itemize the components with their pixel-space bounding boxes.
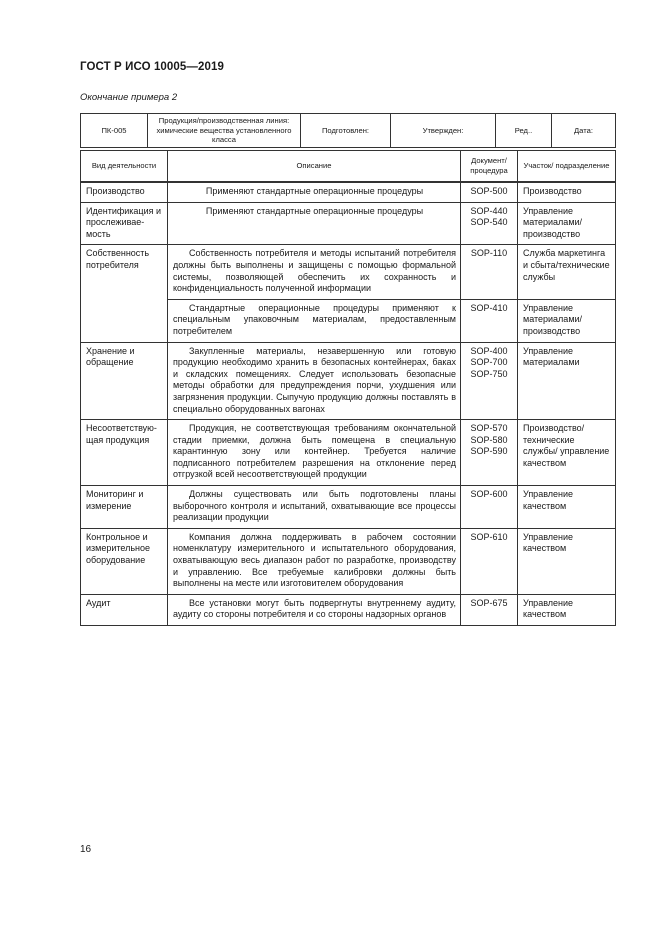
row-department: Управление материалами/ производство [518, 299, 616, 342]
table-row [81, 202, 616, 245]
table-row [81, 594, 616, 625]
row-department: Служба маркетинга и сбыта/технические службы [518, 245, 616, 299]
form-product-line: Продукция/производственная линия: химические вещества установленного класса [148, 114, 301, 148]
row-description: Стандартные операционные процедуры применяют к специальным упаковочным материалам, предоставленным потребителем [168, 299, 461, 342]
table-row [81, 182, 616, 202]
table-caption: Окончание примера 2 [80, 92, 178, 103]
row-description: Должны существовать или быть подготовлены планы выборочного контроля и испытаний, охватывающие все процессы реализации продукции [168, 486, 461, 529]
row-document: SOP-500 [461, 182, 518, 202]
row-activity: Производство [81, 182, 168, 202]
quality-plan-table [80, 150, 616, 626]
row-document: SOP-410 [461, 299, 518, 342]
form-approved: Утвержден: [391, 114, 496, 148]
row-description: Продукция, не соответствующая требованиям окончательной стадии приемки, должна быть помещена в специальную карантинную зону или контейнер. Требуется наличие подписанного потребителем разрешения на отклонение перед отгрузкой всей несоответствующей продукции [168, 420, 461, 486]
table-row [81, 486, 616, 529]
header-document: Документ/ процедура [461, 151, 518, 183]
row-department: Производство/ технические службы/ управление качеством [518, 420, 616, 486]
table-row [81, 245, 616, 299]
table-row [81, 342, 616, 420]
row-description: Применяют стандартные операционные процедуры [168, 182, 461, 202]
row-activity: Контрольное и измерительное оборудование [81, 528, 168, 594]
header-activity: Вид деятельности [81, 151, 168, 183]
page-number: 16 [80, 844, 92, 855]
form-date: Дата: [552, 114, 616, 148]
table-row [81, 420, 616, 486]
row-activity: Собственность потребителя [81, 245, 168, 342]
row-document: SOP-600 [461, 486, 518, 529]
row-activity: Несоответствую-щая продукция [81, 420, 168, 486]
row-description: Применяют стандартные операционные процедуры [168, 202, 461, 245]
row-description: Все установки могут быть подвергнуты внутреннему аудиту, аудиту со стороны потребителя и со стороны надзорных органов [168, 594, 461, 625]
form-edition: Ред.. [496, 114, 552, 148]
row-description: Собственность потребителя и методы испытаний потребителя должны быть выполнены и защищены с помощью формальной системы, позволяющей обеспечить их сохранность и конфиденциальность полученной информации [168, 245, 461, 299]
row-department: Производство [518, 182, 616, 202]
row-activity: Идентификация и прослеживае-мость [81, 202, 168, 245]
form-code: ПК-005 [81, 114, 148, 148]
form-prepared: Подготовлен: [301, 114, 391, 148]
row-document: SOP-400 SOP-700 SOP-750 [461, 342, 518, 420]
row-activity: Аудит [81, 594, 168, 625]
header-department: Участок/ подразделение [518, 151, 616, 183]
row-document: SOP-610 [461, 528, 518, 594]
table-header-row [81, 151, 616, 183]
header-description: Описание [168, 151, 461, 183]
row-description: Компания должна поддерживать в рабочем состоянии номенклатуру измерительного и испытательного оборудования, охватывающую весь диапазон работ по разработке, производству и управлению. Все требуемые калибровки должны быть выполнены на месте или изготовителем оборудования [168, 528, 461, 594]
row-department: Управление качеством [518, 486, 616, 529]
row-department: Управление качеством [518, 594, 616, 625]
row-department: Управление материалами/ производство [518, 202, 616, 245]
table-row [81, 528, 616, 594]
row-document: SOP-110 [461, 245, 518, 299]
form-header-table [80, 113, 616, 148]
row-document: SOP-675 [461, 594, 518, 625]
row-department: Управление материалами [518, 342, 616, 420]
row-activity: Мониторинг и измерение [81, 486, 168, 529]
row-document: SOP-570 SOP-580 SOP-590 [461, 420, 518, 486]
row-document: SOP-440 SOP-540 [461, 202, 518, 245]
row-description: Закупленные материалы, незавершенную или готовую продукцию необходимо хранить в безопасных контейнерах, баках и складских помещениях. Следует использовать безопасные методы обработки для предупреждения порчи, ухудшения или загрязнения продукции. Сыпучую продукцию должны поставлять в специально оборудованных вагонах [168, 342, 461, 420]
document-header: ГОСТ Р ИСО 10005—2019 [80, 61, 225, 73]
row-activity: Хранение и обращение [81, 342, 168, 420]
row-department: Управление качеством [518, 528, 616, 594]
